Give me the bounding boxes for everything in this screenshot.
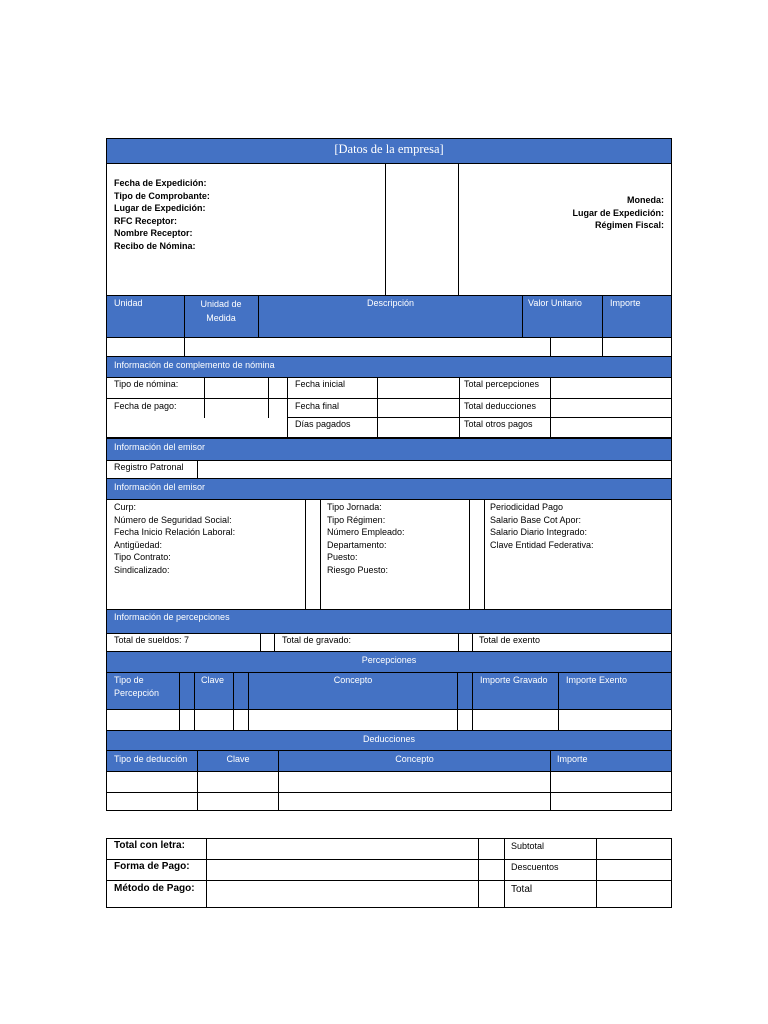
label-descuentos: Descuentos	[511, 862, 559, 872]
field-moneda: Moneda:	[627, 195, 664, 205]
emisor-title-2: Información del emisor	[114, 482, 206, 492]
emisor-details-sep-2	[469, 499, 485, 610]
field-antiguedad: Antigüedad:	[114, 539, 163, 550]
complemento-vline-5	[550, 377, 551, 438]
percepciones-header-importe-exento: Importe Exento	[566, 675, 628, 685]
label-total: Total	[511, 884, 533, 895]
percepciones-header-importe-gravado: Importe Gravado	[480, 675, 548, 685]
label-fecha-inicial: Fecha inicial	[295, 379, 346, 389]
totals-row-line-1	[106, 859, 672, 860]
emisor-col-3	[490, 501, 594, 551]
company-header-title: [Datos de la empresa]	[334, 142, 444, 156]
deducciones-header-concepto: Concepto	[395, 754, 434, 764]
deducciones-title-bar	[106, 730, 672, 751]
items-row-sep-2	[550, 337, 603, 357]
deducciones-header-importe: Importe	[557, 754, 588, 764]
field-rfc-receptor: RFC Receptor:	[114, 215, 178, 226]
deducciones-rows-sep-2	[550, 771, 551, 811]
field-tipo-comprobante: Tipo de Comprobante:	[114, 190, 210, 201]
deducciones-rows-sep-1	[197, 771, 279, 811]
registro-patronal-row	[106, 460, 672, 479]
field-regimen-fiscal: Régimen Fiscal:	[594, 220, 664, 230]
label-metodo-pago: Método de Pago:	[114, 883, 195, 894]
percepciones-row-sep-2	[233, 709, 249, 731]
percepciones-header-tipo: Tipo de Percepción	[114, 675, 160, 698]
percepciones-info-header-bar	[106, 609, 672, 634]
label-dias-pagados: Días pagados	[295, 419, 351, 429]
label-total-otros-pagos: Total otros pagos	[464, 419, 533, 429]
items-header-descripcion: Descripción	[366, 298, 415, 308]
percepciones-header-sep-4	[558, 672, 559, 710]
field-tipo-contrato: Tipo Contrato:	[114, 552, 171, 562]
complemento-vline-3	[287, 417, 288, 438]
emisor-header-bar-2	[106, 478, 672, 500]
label-total-deducciones: Total deducciones	[464, 401, 537, 411]
field-departamento: Departamento:	[327, 539, 387, 550]
totals-row-line-2	[106, 880, 672, 881]
label-tipo-nomina: Tipo de nómina:	[114, 379, 179, 389]
items-row-sep-1	[184, 337, 185, 357]
percepciones-info-title: Información de percepciones	[114, 612, 230, 622]
deducciones-title: Deducciones	[362, 734, 416, 744]
percepciones-header-sep-2	[233, 672, 249, 710]
field-periodicidad-pago: Periodicidad Pago	[490, 502, 564, 512]
percepciones-row-sep-1	[179, 709, 195, 731]
field-fecha-inicio-relacion: Fecha Inicio Relación Laboral:	[114, 527, 236, 537]
complemento-header-bar	[106, 356, 672, 378]
label-total-con-letra: Total con letra:	[114, 840, 185, 851]
label-total-exento: Total de exento	[479, 635, 541, 645]
items-header-unidad-medida: Unidad de Medida	[200, 299, 242, 323]
field-nss: Número de Seguridad Social:	[114, 514, 232, 525]
field-nombre-receptor: Nombre Receptor:	[114, 228, 193, 238]
label-total-gravado: Total de gravado:	[282, 635, 352, 645]
field-lugar-expedicion-right: Lugar de Expedición:	[572, 207, 664, 218]
complemento-title: Información de complemento de nómina	[114, 360, 275, 370]
field-fecha-expedicion: Fecha de Expedición:	[114, 178, 207, 188]
field-curp: Curp:	[114, 502, 137, 512]
items-header-importe: Importe	[610, 298, 641, 308]
totals-table	[106, 838, 672, 908]
label-total-sueldos: Total de sueldos: 7	[114, 635, 190, 645]
emisor-col-2	[327, 501, 405, 576]
deducciones-header-tipo: Tipo de deducción	[114, 754, 188, 764]
totals-vline-2	[478, 838, 505, 908]
field-tipo-regimen: Tipo Régimen:	[327, 514, 386, 525]
complemento-vline-4	[377, 377, 460, 438]
field-numero-empleado: Número Empleado:	[327, 527, 405, 537]
receipt-info-divider-1	[385, 163, 459, 296]
percepciones-header-sep-1	[179, 672, 195, 710]
percepciones-header-sep-3	[457, 672, 473, 710]
company-header-bar	[106, 138, 672, 164]
field-clave-entidad: Clave Entidad Federativa:	[490, 539, 594, 550]
receipt-info-right-fields	[572, 194, 664, 232]
deducciones-row-1[interactable]	[106, 771, 672, 793]
percepciones-header-concepto: Concepto	[333, 675, 373, 685]
emisor-header-bar-1	[106, 438, 672, 461]
label-subtotal: Subtotal	[511, 841, 545, 851]
complemento-vline-1	[204, 377, 205, 418]
receipt-info-left-fields	[114, 177, 210, 252]
label-registro-patronal: Registro Patronal	[114, 462, 184, 472]
totals-vline-1	[206, 838, 207, 908]
percepciones-totals-sep-2	[458, 633, 473, 652]
field-tipo-jornada: Tipo Jornada:	[327, 502, 382, 512]
percepciones-row-sep-3	[457, 709, 473, 731]
registro-patronal-sep	[197, 460, 198, 479]
label-forma-pago: Forma de Pago:	[114, 861, 190, 872]
deducciones-row-2[interactable]	[106, 792, 672, 811]
percepciones-title: Percepciones	[361, 655, 417, 665]
deducciones-header-clave: Clave	[226, 754, 250, 764]
items-header-unidad: Unidad	[114, 298, 143, 308]
field-riesgo-puesto: Riesgo Puesto:	[327, 564, 389, 575]
field-puesto: Puesto:	[327, 552, 358, 562]
percepciones-totals-row	[106, 633, 672, 652]
deducciones-header-sep-2	[550, 750, 551, 772]
field-sindicalizado: Sindicalizado:	[114, 564, 170, 575]
complemento-vline-2	[268, 377, 288, 418]
emisor-col-1	[114, 501, 235, 576]
items-header-valor-unitario: Valor Unitario	[528, 298, 582, 308]
field-salario-base: Salario Base Cot Apor:	[490, 514, 582, 525]
label-fecha-pago: Fecha de pago:	[114, 401, 177, 411]
emisor-title-1: Información del emisor	[114, 442, 206, 452]
label-fecha-final: Fecha final	[295, 401, 340, 411]
field-lugar-expedicion: Lugar de Expedición:	[114, 203, 206, 213]
field-salario-diario: Salario Diario Integrado:	[490, 527, 588, 537]
percepciones-header-clave: Clave	[201, 675, 225, 685]
percepciones-row-sep-4	[558, 709, 559, 731]
percepciones-title-bar	[106, 651, 672, 673]
label-total-percepciones: Total percepciones	[464, 379, 540, 389]
emisor-details-sep-1	[305, 499, 321, 610]
percepciones-totals-sep-1	[260, 633, 275, 652]
field-recibo-nomina: Recibo de Nómina:	[114, 240, 196, 251]
totals-vline-3	[596, 838, 597, 908]
